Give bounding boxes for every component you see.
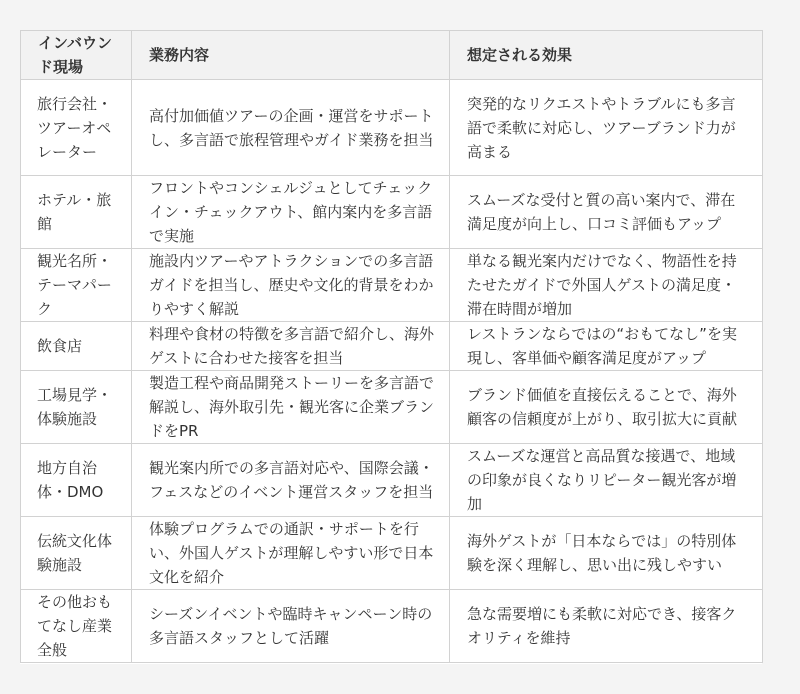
cell-effect: 単なる観光案内だけでなく、物語性を持たせたガイドで外国人ゲストの満足度・滞在時間が増加 [450, 249, 763, 322]
cell-effect: スムーズな運営と高品質な接遇で、地域の印象が良くなりリピーター観光客が増加 [450, 444, 763, 517]
table-header-row [21, 31, 763, 80]
table-row [21, 444, 763, 517]
cell-effect: 海外ゲストが「日本ならでは」の特別体験を深く理解し、思い出に残しやすい [450, 517, 763, 590]
header-field: インバウンド現場 [21, 31, 132, 80]
cell-duty: 施設内ツアーやアトラクションでの多言語ガイドを担当し、歴史や文化的背景をわかりやすく解説 [132, 249, 450, 322]
cell-duty: 高付加価値ツアーの企画・運営をサポートし、多言語で旅程管理やガイド業務を担当 [132, 80, 450, 176]
cell-duty: 料理や食材の特徴を多言語で紹介し、海外ゲストに合わせた接客を担当 [132, 322, 450, 371]
cell-field: 飲食店 [21, 322, 132, 371]
cell-duty: 体験プログラムでの通訳・サポートを行い、外国人ゲストが理解しやすい形で日本文化を紹介 [132, 517, 450, 590]
cell-effect: ブランド価値を直接伝えることで、海外顧客の信頼度が上がり、取引拡大に貢献 [450, 371, 763, 444]
cell-field: 工場見学・体験施設 [21, 371, 132, 444]
cell-field: 地方自治体・DMO [21, 444, 132, 517]
table-row [21, 322, 763, 371]
table-row [21, 371, 763, 444]
header-effect: 想定される効果 [450, 31, 763, 80]
cell-effect: レストランならではの“おもてなし”を実現し、客単価や顧客満足度がアップ [450, 322, 763, 371]
table-row [21, 517, 763, 590]
cell-effect: 急な需要増にも柔軟に対応でき、接客クオリティを維持 [450, 590, 763, 663]
header-duty: 業務内容 [132, 31, 450, 80]
cell-field: 旅行会社・ツアーオペレーター [21, 80, 132, 176]
inbound-roles-table-container [20, 30, 762, 664]
cell-duty: 製造工程や商品開発ストーリーを多言語で解説し、海外取引先・観光客に企業ブランドをPR [132, 371, 450, 444]
cell-duty: シーズンイベントや臨時キャンペーン時の多言語スタッフとして活躍 [132, 590, 450, 663]
cell-duty: 観光案内所での多言語対応や、国際会議・フェスなどのイベント運営スタッフを担当 [132, 444, 450, 517]
table-row [21, 176, 763, 249]
cell-field: 観光名所・テーマパーク [21, 249, 132, 322]
cell-field: 伝統文化体験施設 [21, 517, 132, 590]
table-row [21, 80, 763, 176]
inbound-roles-table [20, 30, 763, 663]
cell-field: その他おもてなし産業全般 [21, 590, 132, 663]
cell-effect: スムーズな受付と質の高い案内で、滞在満足度が向上し、口コミ評価もアップ [450, 176, 763, 249]
cell-duty: フロントやコンシェルジュとしてチェックイン・チェックアウト、館内案内を多言語で実施 [132, 176, 450, 249]
table-row [21, 590, 763, 663]
table-row [21, 249, 763, 322]
cell-field: ホテル・旅館 [21, 176, 132, 249]
cell-effect: 突発的なリクエストやトラブルにも多言語で柔軟に対応し、ツアーブランド力が高まる [450, 80, 763, 176]
